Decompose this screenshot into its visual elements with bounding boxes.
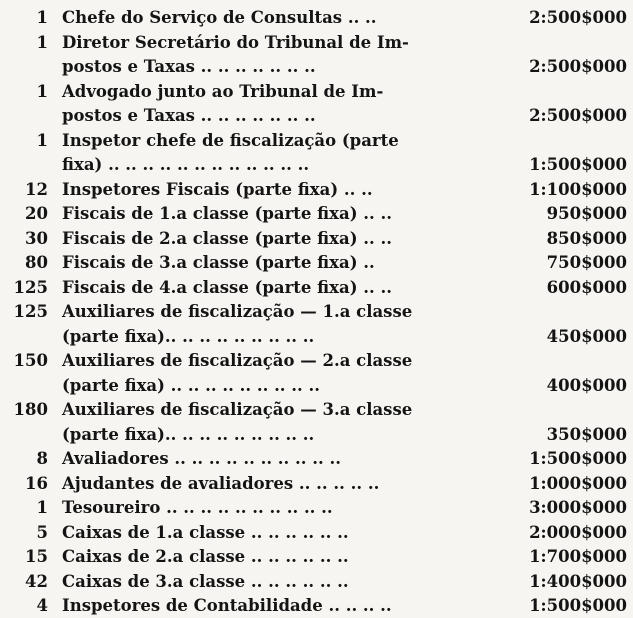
position-description: Caixas de 3.a classe .. .. .. .. .. ..	[62, 571, 349, 591]
position-description: Fiscais de 3.a classe (parte fixa) ..	[62, 253, 375, 272]
position-description: Inspetores Fiscais (parte fixa) .. ..	[62, 179, 373, 199]
quantity: 12	[25, 179, 48, 199]
table-row	[0, 227, 633, 251]
position-description: Auxiliares de fiscalização — 3.a classe	[62, 400, 413, 419]
salary-value: 1:100$000	[529, 179, 627, 199]
table-row	[0, 447, 633, 471]
table-row	[0, 6, 633, 30]
salary-value: 850$000	[546, 228, 627, 248]
quantity: 15	[25, 547, 48, 566]
table-row	[0, 104, 633, 128]
position-description: Auxiliares de fiscalização — 1.a classe	[62, 302, 413, 321]
quantity: 1	[36, 8, 48, 27]
position-description: Caixas de 1.a classe .. .. .. .. .. ..	[62, 522, 349, 542]
table-row	[0, 251, 633, 275]
table-row	[0, 423, 633, 447]
quantity: 1	[36, 81, 48, 101]
quantity: 30	[25, 228, 48, 248]
salary-value: 2:000$000	[529, 522, 627, 542]
quantity: 1	[36, 32, 48, 52]
position-description: Fiscais de 2.a classe (parte fixa) .. ..	[62, 228, 392, 248]
table-row	[0, 472, 633, 496]
quantity: 8	[36, 449, 48, 468]
position-description: postos e Taxas .. .. .. .. .. .. ..	[62, 106, 316, 125]
table-row	[0, 496, 633, 520]
position-description: Caixas de 2.a classe .. .. .. .. .. ..	[62, 547, 349, 566]
quantity: 150	[13, 351, 48, 370]
position-description: (parte fixa).. .. .. .. .. .. .. .. ..	[62, 424, 315, 444]
table-row	[0, 202, 633, 226]
quantity: 80	[25, 253, 48, 272]
salary-value: 1:400$000	[529, 571, 627, 591]
position-description: Advogado junto ao Tribunal de Im-	[62, 81, 384, 101]
table-row	[0, 570, 633, 594]
position-description: Chefe do Serviço de Consultas .. ..	[62, 8, 377, 27]
quantity: 125	[13, 302, 48, 321]
table-row	[0, 349, 633, 373]
salary-value: 1:500$000	[529, 596, 627, 615]
quantity: 125	[13, 277, 48, 297]
table-row	[0, 521, 633, 545]
position-description: Ajudantes de avaliadores .. .. .. .. ..	[62, 473, 380, 493]
quantity: 16	[25, 473, 48, 493]
table-row	[0, 31, 633, 55]
position-description: postos e Taxas .. .. .. .. .. .. ..	[62, 57, 316, 76]
table-row	[0, 374, 633, 398]
salary-value: 1:000$000	[529, 473, 627, 493]
table-row	[0, 129, 633, 153]
salary-value: 1:500$000	[529, 449, 627, 468]
salary-value: 2:500$000	[529, 8, 627, 27]
position-description: Auxiliares de fiscalização — 2.a classe	[62, 351, 413, 370]
position-description: Fiscais de 4.a classe (parte fixa) .. ..	[62, 277, 392, 297]
salary-value: 3:000$000	[529, 498, 627, 517]
salary-value: 350$000	[546, 424, 627, 444]
salary-value: 2:500$000	[529, 57, 627, 76]
salary-value: 1:700$000	[529, 547, 627, 566]
position-description: (parte fixa).. .. .. .. .. .. .. .. ..	[62, 326, 315, 346]
table-row	[0, 80, 633, 104]
position-description: Diretor Secretário do Tribunal de Im-	[62, 32, 409, 52]
position-description: Inspetor chefe de fiscalização (parte	[62, 130, 399, 150]
table-row	[0, 276, 633, 300]
table-row	[0, 398, 633, 422]
salary-value: 400$000	[546, 375, 627, 395]
table-row	[0, 300, 633, 324]
salary-value: 600$000	[546, 277, 627, 297]
quantity: 5	[36, 522, 48, 542]
table-row	[0, 178, 633, 202]
quantity: 180	[13, 400, 48, 419]
salary-value: 750$000	[546, 253, 627, 272]
quantity: 4	[36, 596, 48, 615]
salary-value: 450$000	[546, 326, 627, 346]
position-description: Avaliadores .. .. .. .. .. .. .. .. .. ..	[62, 449, 341, 468]
position-description: Tesoureiro .. .. .. .. .. .. .. .. .. ..	[62, 498, 333, 517]
table-row	[0, 153, 633, 177]
quantity: 20	[25, 204, 48, 223]
table-row	[0, 55, 633, 79]
table-row	[0, 325, 633, 349]
table-row	[0, 545, 633, 569]
position-description: fixa) .. .. .. .. .. .. .. .. .. .. .. ..	[62, 155, 310, 174]
quantity: 42	[25, 571, 48, 591]
salary-value: 2:500$000	[529, 106, 627, 125]
position-description: (parte fixa) .. .. .. .. .. .. .. .. ..	[62, 375, 321, 395]
table-row	[0, 594, 633, 618]
quantity: 1	[36, 130, 48, 150]
position-description: Fiscais de 1.a classe (parte fixa) .. ..	[62, 204, 392, 223]
quantity: 1	[36, 498, 48, 517]
position-description: Inspetores de Contabilidade .. .. .. ..	[62, 596, 392, 615]
salary-value: 950$000	[546, 204, 627, 223]
salary-value: 1:500$000	[529, 155, 627, 174]
